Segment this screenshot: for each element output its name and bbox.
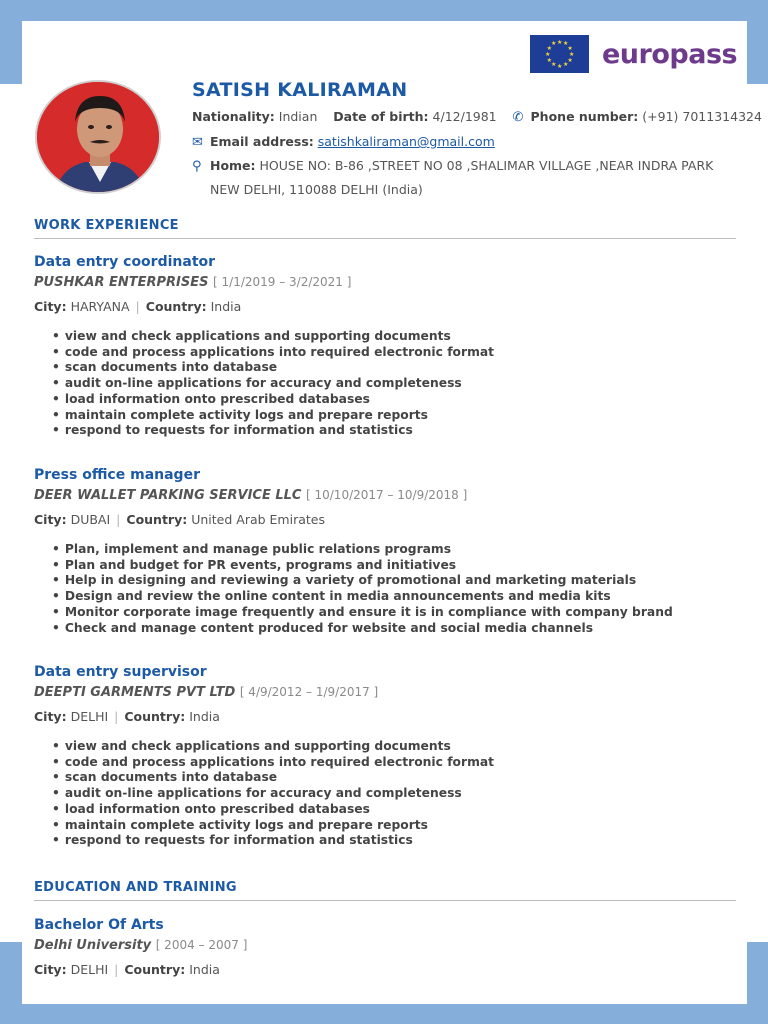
eu-star-icon: ★ [567, 56, 573, 64]
duty-item: • load information onto prescribed databases [52, 802, 494, 818]
duty-item: • scan documents into database [52, 770, 494, 786]
phone-label: Phone number: [530, 109, 639, 124]
dob-value: 4/12/1981 [432, 109, 497, 124]
eu-star-icon: ★ [567, 44, 573, 52]
job-location [34, 512, 325, 527]
education-institution [34, 938, 247, 953]
location-pin-icon: ⚲ [192, 159, 202, 174]
eu-star-icon: ★ [546, 56, 552, 64]
duty-item: • Plan, implement and manage public relations programs [52, 542, 673, 558]
eu-star-icon: ★ [563, 60, 569, 68]
employer-name: PUSHKAR ENTERPRISES [34, 275, 209, 290]
education-heading: EDUCATION AND TRAINING [34, 880, 237, 895]
country-value: United Arab Emirates [191, 512, 325, 527]
employer-name: DEEPTI GARMENTS PVT LTD [34, 685, 236, 700]
job-dates: [ 1/1/2019 – 3/2/2021 ] [213, 275, 352, 289]
duty-item: • Plan and budget for PR events, programs and initiatives [52, 558, 673, 574]
duty-item: • audit on-line applications for accuracy and completeness [52, 786, 494, 802]
country-value: India [189, 962, 220, 977]
europass-wordmark: europass [602, 38, 738, 70]
profile-photo [35, 80, 161, 194]
eu-star-icon: ★ [546, 44, 552, 52]
employer-name: DEER WALLET PARKING SERVICE LLC [34, 488, 302, 503]
duty-item: • Check and manage content produced for website and social media channels [52, 621, 673, 637]
duty-item: • respond to requests for information and statistics [52, 423, 494, 439]
eu-star-icon: ★ [563, 40, 569, 48]
duty-item: • code and process applications into required electronic format [52, 345, 494, 361]
work-experience-heading: WORK EXPERIENCE [34, 218, 179, 233]
institution-name: Delhi University [34, 938, 152, 953]
country-label: Country: [126, 512, 188, 527]
city-label: City: [34, 512, 67, 527]
nationality-value: Indian [278, 109, 318, 124]
city-value: DELHI [70, 962, 109, 977]
dob-label: Date of birth: [333, 109, 429, 124]
personal-details-row [192, 109, 762, 125]
eu-star-icon: ★ [557, 38, 563, 46]
job-employer [34, 488, 467, 503]
section-divider [34, 238, 736, 239]
email-link[interactable]: satishkaliraman@gmail.com [317, 134, 495, 149]
job-dates: [ 10/10/2017 – 10/9/2018 ] [306, 488, 468, 502]
eu-flag-icon [530, 35, 589, 73]
candidate-name: SATISH KALIRAMAN [192, 79, 408, 101]
phone-value: (+91) 7011314324 [642, 109, 762, 124]
country-label: Country: [145, 299, 207, 314]
city-value: DUBAI [70, 512, 111, 527]
home-address-line2: NEW DELHI, 110088 DELHI (India) [210, 182, 423, 197]
job-title: Press office manager [34, 467, 200, 483]
eu-star-icon: ★ [551, 60, 557, 68]
duty-item: • maintain complete activity logs and prepare reports [52, 408, 494, 424]
duty-item: • Monitor corporate image frequently and ensure it is in compliance with company brand [52, 605, 673, 621]
country-label: Country: [124, 962, 186, 977]
section-divider [34, 900, 736, 901]
separator: | [135, 299, 140, 314]
job-location [34, 709, 220, 724]
eu-star-icon: ★ [551, 40, 557, 48]
envelope-icon: ✉ [192, 135, 203, 150]
city-label: City: [34, 299, 67, 314]
eu-star-icon: ★ [557, 62, 563, 70]
duty-item: • scan documents into database [52, 360, 494, 376]
job-employer [34, 275, 351, 290]
separator: | [114, 709, 119, 724]
separator: | [116, 512, 121, 527]
duty-list [52, 739, 494, 849]
job-title: Data entry supervisor [34, 664, 207, 680]
duty-item: • Help in designing and reviewing a variety of promotional and marketing materials [52, 573, 673, 589]
education-location [34, 962, 220, 977]
duty-item: • maintain complete activity logs and prepare reports [52, 818, 494, 834]
duty-list [52, 542, 673, 636]
duty-item: • code and process applications into required electronic format [52, 755, 494, 771]
home-row [192, 158, 713, 174]
country-label: Country: [124, 709, 186, 724]
country-value: India [189, 709, 220, 724]
eu-star-icon: ★ [569, 50, 575, 58]
city-value: DELHI [70, 709, 109, 724]
home-label: Home: [209, 158, 256, 173]
phone-icon: ✆ [512, 110, 524, 125]
duty-item: • Design and review the online content in media announcements and media kits [52, 589, 673, 605]
job-location [34, 299, 241, 314]
country-value: India [210, 299, 242, 314]
job-dates: [ 4/9/2012 – 1/9/2017 ] [239, 685, 379, 699]
eu-star-icon: ★ [545, 50, 551, 58]
separator: | [114, 962, 119, 977]
duty-item: • audit on-line applications for accuracy and completeness [52, 376, 494, 392]
duty-item: • load information onto prescribed databases [52, 392, 494, 408]
job-title: Data entry coordinator [34, 254, 216, 270]
city-label: City: [34, 962, 67, 977]
duty-item: • view and check applications and supporting documents [52, 329, 494, 345]
duty-list [52, 329, 494, 439]
cv-sheet [22, 21, 762, 1004]
email-row [192, 134, 495, 150]
duty-item: • view and check applications and supporting documents [52, 739, 494, 755]
europass-logo [530, 35, 737, 73]
education-dates: [ 2004 – 2007 ] [155, 938, 248, 952]
job-employer [34, 685, 378, 700]
city-value: HARYANA [70, 299, 130, 314]
nationality-label: Nationality: [192, 109, 275, 124]
degree-title: Bachelor Of Arts [34, 917, 164, 933]
home-address-line1: HOUSE NO: B-86 ,STREET NO 08 ,SHALIMAR VILLAGE ,NEAR INDRA PARK [259, 158, 714, 173]
email-label: Email address: [209, 134, 314, 149]
city-label: City: [34, 709, 67, 724]
duty-item: • respond to requests for information and statistics [52, 833, 494, 849]
